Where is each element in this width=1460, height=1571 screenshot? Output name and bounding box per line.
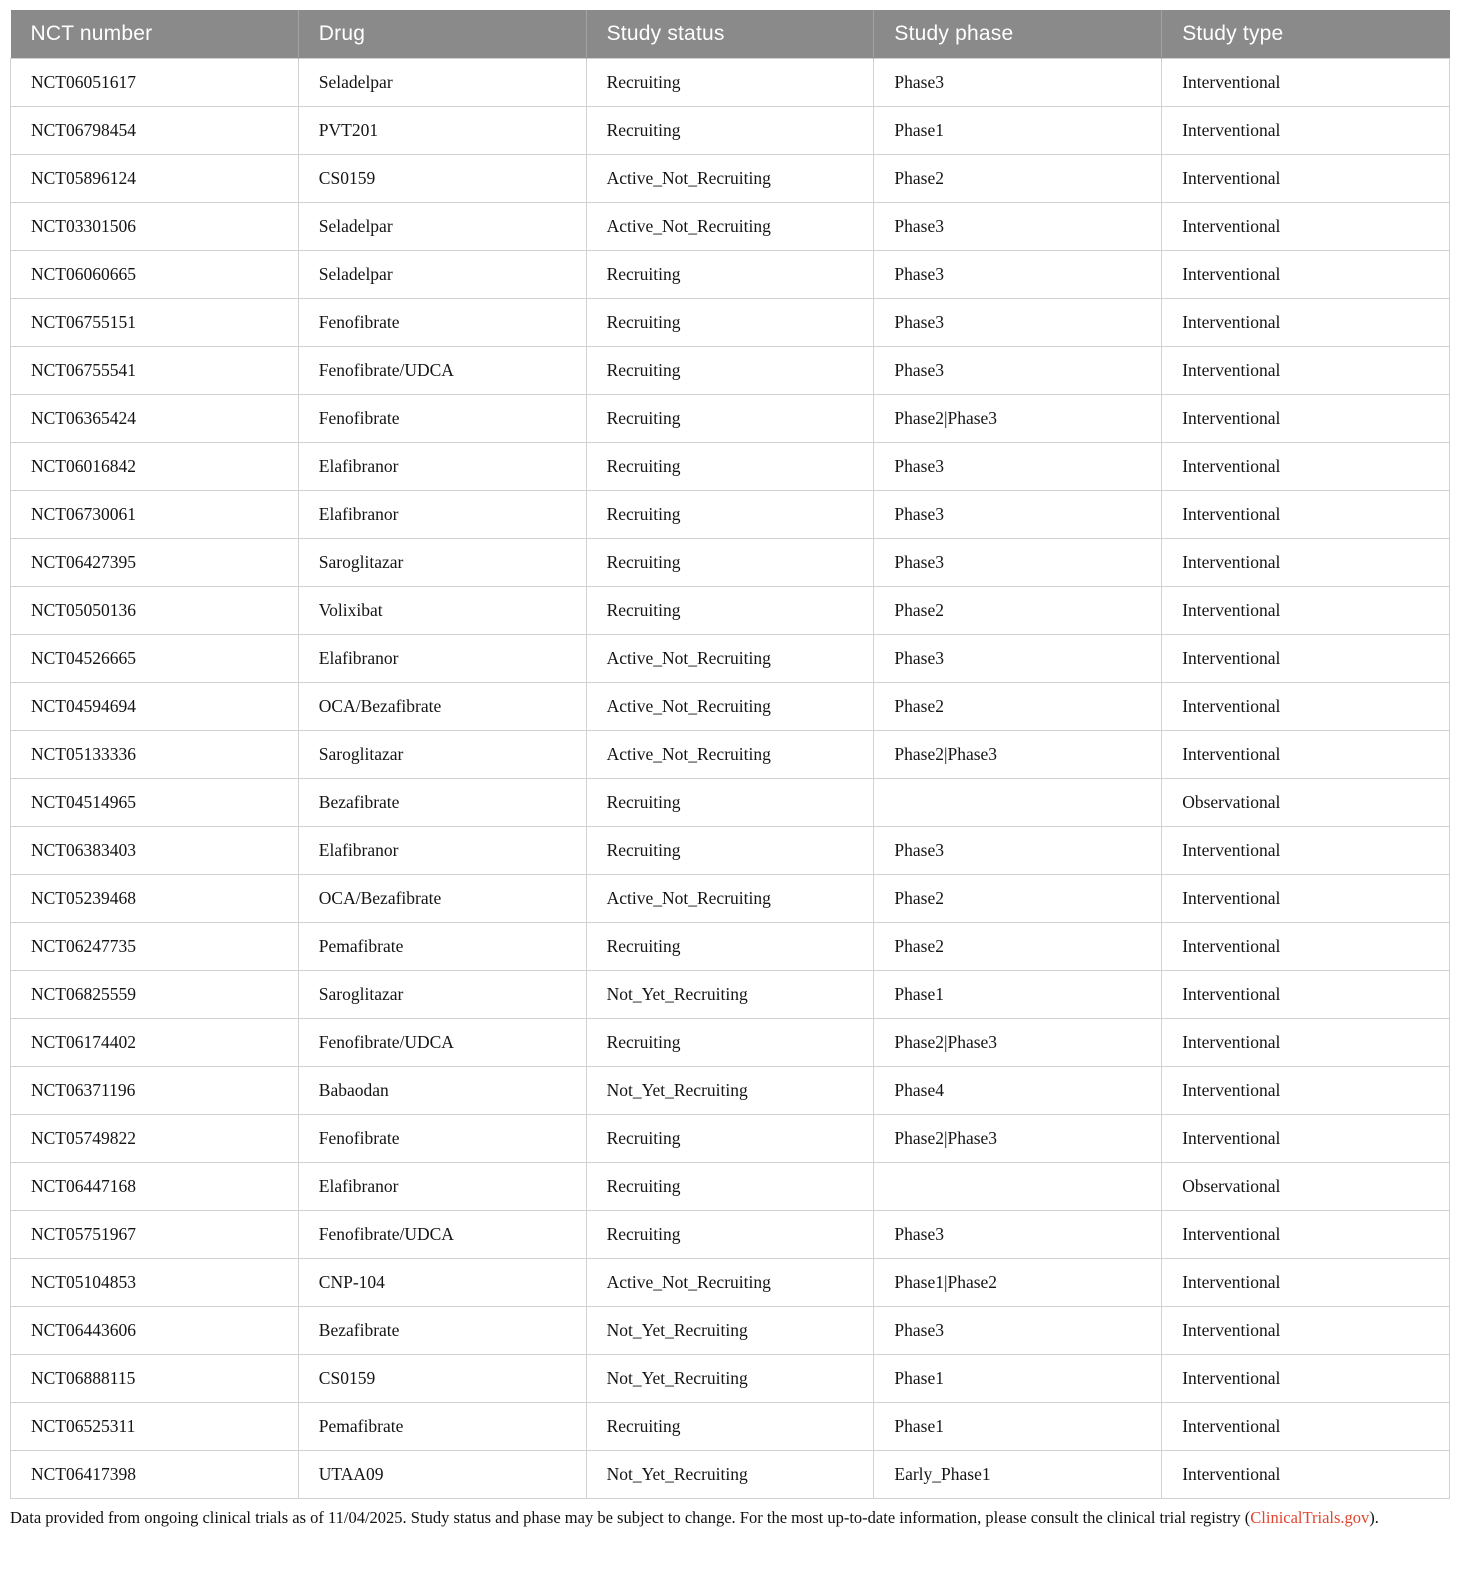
cell-study-type: Interventional bbox=[1162, 394, 1450, 442]
table-header bbox=[11, 10, 1450, 58]
cell-nct-number: NCT06427395 bbox=[11, 538, 299, 586]
cell-study-type: Interventional bbox=[1162, 442, 1450, 490]
table-row bbox=[11, 394, 1450, 442]
table-row bbox=[11, 442, 1450, 490]
cell-drug: Saroglitazar bbox=[298, 730, 586, 778]
cell-study-phase: Phase2|Phase3 bbox=[874, 1018, 1162, 1066]
cell-study-type: Interventional bbox=[1162, 1306, 1450, 1354]
cell-drug: CNP-104 bbox=[298, 1258, 586, 1306]
table-row bbox=[11, 1018, 1450, 1066]
table-row bbox=[11, 154, 1450, 202]
table-footnote bbox=[10, 1506, 1450, 1530]
cell-study-type: Interventional bbox=[1162, 1066, 1450, 1114]
table-row bbox=[11, 682, 1450, 730]
table-row bbox=[11, 778, 1450, 826]
cell-study-phase: Phase2|Phase3 bbox=[874, 1114, 1162, 1162]
cell-study-phase: Phase2 bbox=[874, 586, 1162, 634]
cell-drug: Seladelpar bbox=[298, 250, 586, 298]
cell-study-status: Active_Not_Recruiting bbox=[586, 874, 874, 922]
header-row bbox=[11, 10, 1450, 58]
table-row bbox=[11, 1210, 1450, 1258]
cell-drug: Saroglitazar bbox=[298, 538, 586, 586]
cell-study-status: Not_Yet_Recruiting bbox=[586, 970, 874, 1018]
cell-drug: Elafibranor bbox=[298, 1162, 586, 1210]
cell-nct-number: NCT04594694 bbox=[11, 682, 299, 730]
cell-study-status: Recruiting bbox=[586, 442, 874, 490]
cell-study-status: Active_Not_Recruiting bbox=[586, 1258, 874, 1306]
cell-study-phase: Phase3 bbox=[874, 202, 1162, 250]
cell-study-type: Interventional bbox=[1162, 1018, 1450, 1066]
cell-study-phase: Phase3 bbox=[874, 346, 1162, 394]
cell-drug: OCA/Bezafibrate bbox=[298, 682, 586, 730]
cell-study-type: Observational bbox=[1162, 778, 1450, 826]
cell-drug: Pemafibrate bbox=[298, 1402, 586, 1450]
cell-study-phase: Phase2 bbox=[874, 682, 1162, 730]
cell-study-status: Recruiting bbox=[586, 1402, 874, 1450]
table-row bbox=[11, 202, 1450, 250]
clinical-trials-table bbox=[10, 10, 1450, 1499]
table-row bbox=[11, 826, 1450, 874]
cell-study-phase: Phase3 bbox=[874, 490, 1162, 538]
cell-study-status: Recruiting bbox=[586, 298, 874, 346]
cell-nct-number: NCT06383403 bbox=[11, 826, 299, 874]
cell-study-type: Interventional bbox=[1162, 346, 1450, 394]
table-row bbox=[11, 634, 1450, 682]
cell-study-phase bbox=[874, 778, 1162, 826]
cell-drug: Elafibranor bbox=[298, 490, 586, 538]
cell-drug: Fenofibrate/UDCA bbox=[298, 1210, 586, 1258]
cell-nct-number: NCT05104853 bbox=[11, 1258, 299, 1306]
cell-drug: Saroglitazar bbox=[298, 970, 586, 1018]
cell-study-phase: Phase3 bbox=[874, 538, 1162, 586]
cell-nct-number: NCT06174402 bbox=[11, 1018, 299, 1066]
cell-study-status: Recruiting bbox=[586, 1018, 874, 1066]
cell-drug: UTAA09 bbox=[298, 1450, 586, 1498]
cell-study-type: Interventional bbox=[1162, 490, 1450, 538]
cell-study-type: Interventional bbox=[1162, 106, 1450, 154]
cell-study-phase: Phase2|Phase3 bbox=[874, 394, 1162, 442]
cell-drug: Volixibat bbox=[298, 586, 586, 634]
table-row bbox=[11, 586, 1450, 634]
cell-study-phase: Phase3 bbox=[874, 298, 1162, 346]
cell-drug: Bezafibrate bbox=[298, 778, 586, 826]
cell-study-phase: Phase1 bbox=[874, 1354, 1162, 1402]
cell-nct-number: NCT06888115 bbox=[11, 1354, 299, 1402]
cell-nct-number: NCT06371196 bbox=[11, 1066, 299, 1114]
footnote-text-before: Data provided from ongoing clinical trials as of 11/04/2025. Study status and phase may be subject to change. For the most up-to-date information, please consult the clinical trial registry ( bbox=[10, 1507, 1251, 1527]
cell-study-status: Not_Yet_Recruiting bbox=[586, 1066, 874, 1114]
cell-study-type: Interventional bbox=[1162, 154, 1450, 202]
cell-study-phase: Phase3 bbox=[874, 442, 1162, 490]
table-row bbox=[11, 58, 1450, 106]
table-row bbox=[11, 1066, 1450, 1114]
cell-study-phase: Phase4 bbox=[874, 1066, 1162, 1114]
cell-study-phase: Phase3 bbox=[874, 58, 1162, 106]
table-row bbox=[11, 730, 1450, 778]
cell-study-phase: Phase3 bbox=[874, 1306, 1162, 1354]
cell-nct-number: NCT06417398 bbox=[11, 1450, 299, 1498]
cell-study-type: Observational bbox=[1162, 1162, 1450, 1210]
cell-study-phase: Phase1 bbox=[874, 970, 1162, 1018]
column-header-study-phase: Study phase bbox=[874, 10, 1162, 58]
table-row bbox=[11, 538, 1450, 586]
cell-study-type: Interventional bbox=[1162, 1258, 1450, 1306]
table-row bbox=[11, 1402, 1450, 1450]
cell-study-phase: Phase1|Phase2 bbox=[874, 1258, 1162, 1306]
cell-study-type: Interventional bbox=[1162, 202, 1450, 250]
cell-nct-number: NCT05749822 bbox=[11, 1114, 299, 1162]
cell-study-status: Recruiting bbox=[586, 586, 874, 634]
cell-study-status: Recruiting bbox=[586, 538, 874, 586]
cell-nct-number: NCT06016842 bbox=[11, 442, 299, 490]
cell-nct-number: NCT06051617 bbox=[11, 58, 299, 106]
cell-nct-number: NCT06525311 bbox=[11, 1402, 299, 1450]
clinicaltrials-gov-link[interactable]: ClinicalTrials.gov bbox=[1250, 1507, 1370, 1527]
cell-study-status: Not_Yet_Recruiting bbox=[586, 1306, 874, 1354]
cell-study-status: Active_Not_Recruiting bbox=[586, 202, 874, 250]
table-row bbox=[11, 970, 1450, 1018]
cell-study-phase: Phase3 bbox=[874, 634, 1162, 682]
cell-study-status: Recruiting bbox=[586, 394, 874, 442]
cell-drug: Fenofibrate/UDCA bbox=[298, 1018, 586, 1066]
cell-drug: PVT201 bbox=[298, 106, 586, 154]
cell-study-status: Recruiting bbox=[586, 250, 874, 298]
column-header-study-type: Study type bbox=[1162, 10, 1450, 58]
cell-study-status: Recruiting bbox=[586, 106, 874, 154]
table-row bbox=[11, 490, 1450, 538]
cell-study-status: Active_Not_Recruiting bbox=[586, 682, 874, 730]
cell-study-phase: Phase2 bbox=[874, 154, 1162, 202]
cell-study-phase: Phase2 bbox=[874, 874, 1162, 922]
cell-study-type: Interventional bbox=[1162, 1402, 1450, 1450]
cell-nct-number: NCT06365424 bbox=[11, 394, 299, 442]
cell-study-type: Interventional bbox=[1162, 538, 1450, 586]
cell-nct-number: NCT06443606 bbox=[11, 1306, 299, 1354]
cell-drug: Pemafibrate bbox=[298, 922, 586, 970]
table-row bbox=[11, 1162, 1450, 1210]
cell-nct-number: NCT06060665 bbox=[11, 250, 299, 298]
cell-study-type: Interventional bbox=[1162, 1114, 1450, 1162]
cell-study-status: Recruiting bbox=[586, 778, 874, 826]
cell-drug: Seladelpar bbox=[298, 202, 586, 250]
cell-study-status: Not_Yet_Recruiting bbox=[586, 1450, 874, 1498]
cell-study-type: Interventional bbox=[1162, 298, 1450, 346]
table-row bbox=[11, 922, 1450, 970]
cell-study-status: Recruiting bbox=[586, 346, 874, 394]
table-row bbox=[11, 1258, 1450, 1306]
column-header-study-status: Study status bbox=[586, 10, 874, 58]
table-row bbox=[11, 1450, 1450, 1498]
cell-study-status: Active_Not_Recruiting bbox=[586, 634, 874, 682]
cell-study-phase: Phase2 bbox=[874, 922, 1162, 970]
cell-study-phase bbox=[874, 1162, 1162, 1210]
table-row bbox=[11, 1306, 1450, 1354]
cell-study-status: Recruiting bbox=[586, 826, 874, 874]
cell-nct-number: NCT05239468 bbox=[11, 874, 299, 922]
table-row bbox=[11, 1354, 1450, 1402]
cell-study-phase: Phase2|Phase3 bbox=[874, 730, 1162, 778]
cell-study-phase: Phase3 bbox=[874, 826, 1162, 874]
cell-drug: Babaodan bbox=[298, 1066, 586, 1114]
cell-nct-number: NCT05751967 bbox=[11, 1210, 299, 1258]
cell-nct-number: NCT06247735 bbox=[11, 922, 299, 970]
table-row bbox=[11, 1114, 1450, 1162]
cell-study-type: Interventional bbox=[1162, 922, 1450, 970]
cell-study-phase: Phase3 bbox=[874, 1210, 1162, 1258]
cell-study-status: Recruiting bbox=[586, 1162, 874, 1210]
cell-drug: CS0159 bbox=[298, 1354, 586, 1402]
cell-study-status: Recruiting bbox=[586, 1210, 874, 1258]
table-row bbox=[11, 250, 1450, 298]
table-row bbox=[11, 346, 1450, 394]
cell-study-status: Active_Not_Recruiting bbox=[586, 730, 874, 778]
column-header-drug: Drug bbox=[298, 10, 586, 58]
table-row bbox=[11, 106, 1450, 154]
footnote-text-after: ). bbox=[1369, 1507, 1379, 1527]
cell-study-type: Interventional bbox=[1162, 970, 1450, 1018]
table-row bbox=[11, 298, 1450, 346]
cell-drug: Elafibranor bbox=[298, 442, 586, 490]
cell-study-type: Interventional bbox=[1162, 874, 1450, 922]
cell-study-phase: Early_Phase1 bbox=[874, 1450, 1162, 1498]
cell-drug: OCA/Bezafibrate bbox=[298, 874, 586, 922]
cell-drug: Fenofibrate/UDCA bbox=[298, 346, 586, 394]
cell-study-status: Recruiting bbox=[586, 58, 874, 106]
cell-nct-number: NCT06755151 bbox=[11, 298, 299, 346]
cell-study-type: Interventional bbox=[1162, 730, 1450, 778]
cell-study-type: Interventional bbox=[1162, 586, 1450, 634]
cell-drug: Seladelpar bbox=[298, 58, 586, 106]
cell-study-phase: Phase1 bbox=[874, 1402, 1162, 1450]
cell-study-type: Interventional bbox=[1162, 250, 1450, 298]
cell-drug: Bezafibrate bbox=[298, 1306, 586, 1354]
cell-study-type: Interventional bbox=[1162, 634, 1450, 682]
cell-study-status: Not_Yet_Recruiting bbox=[586, 1354, 874, 1402]
cell-nct-number: NCT06798454 bbox=[11, 106, 299, 154]
cell-study-phase: Phase1 bbox=[874, 106, 1162, 154]
cell-study-status: Recruiting bbox=[586, 1114, 874, 1162]
cell-nct-number: NCT06825559 bbox=[11, 970, 299, 1018]
cell-nct-number: NCT06447168 bbox=[11, 1162, 299, 1210]
cell-nct-number: NCT06755541 bbox=[11, 346, 299, 394]
cell-nct-number: NCT05896124 bbox=[11, 154, 299, 202]
cell-study-type: Interventional bbox=[1162, 58, 1450, 106]
cell-nct-number: NCT04514965 bbox=[11, 778, 299, 826]
cell-study-status: Recruiting bbox=[586, 922, 874, 970]
cell-drug: Fenofibrate bbox=[298, 394, 586, 442]
cell-drug: CS0159 bbox=[298, 154, 586, 202]
cell-drug: Elafibranor bbox=[298, 634, 586, 682]
cell-study-type: Interventional bbox=[1162, 1450, 1450, 1498]
table-body bbox=[11, 58, 1450, 1498]
cell-nct-number: NCT04526665 bbox=[11, 634, 299, 682]
table-row bbox=[11, 874, 1450, 922]
cell-study-status: Recruiting bbox=[586, 490, 874, 538]
cell-drug: Elafibranor bbox=[298, 826, 586, 874]
cell-study-phase: Phase3 bbox=[874, 250, 1162, 298]
cell-nct-number: NCT05050136 bbox=[11, 586, 299, 634]
cell-drug: Fenofibrate bbox=[298, 1114, 586, 1162]
cell-study-type: Interventional bbox=[1162, 1210, 1450, 1258]
column-header-nct-number: NCT number bbox=[11, 10, 299, 58]
cell-study-type: Interventional bbox=[1162, 826, 1450, 874]
cell-study-type: Interventional bbox=[1162, 1354, 1450, 1402]
cell-nct-number: NCT03301506 bbox=[11, 202, 299, 250]
cell-nct-number: NCT06730061 bbox=[11, 490, 299, 538]
cell-nct-number: NCT05133336 bbox=[11, 730, 299, 778]
cell-drug: Fenofibrate bbox=[298, 298, 586, 346]
cell-study-status: Active_Not_Recruiting bbox=[586, 154, 874, 202]
cell-study-type: Interventional bbox=[1162, 682, 1450, 730]
